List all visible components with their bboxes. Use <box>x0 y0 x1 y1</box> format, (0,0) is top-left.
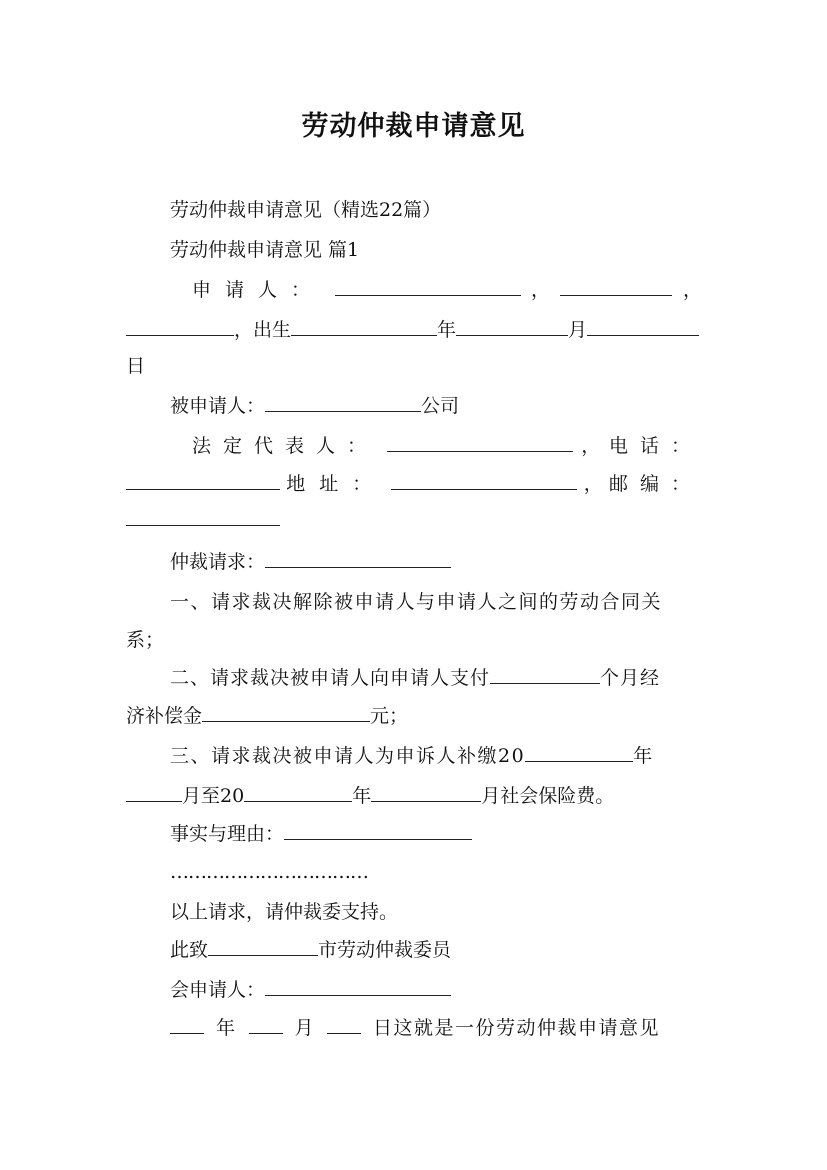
item-2-tail: 个月经 <box>600 667 661 689</box>
comma: ， <box>583 473 603 495</box>
date-day-blank <box>327 1016 361 1034</box>
birth-day-blank <box>587 318 699 336</box>
item-1: 一、请求裁决解除被申请人与申请人之间的劳动合同关 <box>170 591 663 613</box>
birth-month-blank <box>456 318 568 336</box>
date-line <box>170 1016 660 1040</box>
compensation-blank <box>202 704 370 722</box>
item-2 <box>170 666 660 690</box>
year-label: 年 <box>437 319 457 341</box>
postcode-line <box>126 508 280 532</box>
address-label: 地址： <box>286 473 386 495</box>
date-tail: 日这就是一份劳动仲裁申请意见 <box>373 1017 661 1039</box>
end-year-blank <box>244 784 352 802</box>
applicant-line <box>192 278 702 302</box>
applicant-name-blank <box>335 278 521 296</box>
respondent-label: 被申请人： <box>170 395 266 417</box>
item-2-cont <box>126 704 408 728</box>
subtitle: 劳动仲裁申请意见（精选22篇） <box>170 199 442 221</box>
applicant-gender-blank <box>560 278 672 296</box>
date-month-label: 月 <box>294 1017 316 1039</box>
facts-label: 事实与理由： <box>170 823 285 845</box>
item-1-cont: 系； <box>126 629 165 651</box>
respondent-blank <box>265 394 421 412</box>
applicant-label: 申请人： <box>192 279 325 301</box>
item-3 <box>170 744 654 768</box>
comma: ， <box>234 319 254 341</box>
comma: ， <box>581 435 601 457</box>
birth-line <box>126 318 699 342</box>
item-3-tail: 年 <box>633 745 654 767</box>
company-label: 公司 <box>421 395 460 417</box>
date-year-blank <box>170 1016 204 1034</box>
comma: ， <box>530 279 550 301</box>
addressee-line <box>170 938 451 962</box>
comma: ， <box>682 279 702 301</box>
date-year-label: 年 <box>216 1017 237 1039</box>
birth-year-blank <box>291 318 437 336</box>
ellipsis: …………………………… <box>170 861 368 883</box>
facts-line <box>170 822 472 846</box>
end-month-blank <box>371 784 481 802</box>
item-3-cont <box>126 784 614 808</box>
start-month-blank <box>126 784 182 802</box>
city-blank <box>208 938 318 956</box>
item-2-text: 二、请求裁决被申请人向申请人支付 <box>170 667 491 689</box>
legal-rep-label: 法定代表人： <box>192 435 379 457</box>
respondent-line <box>170 394 459 418</box>
postcode-blank <box>126 508 280 526</box>
month-label: 月 <box>568 319 588 341</box>
addressee-name: 市劳动仲裁委员 <box>318 939 452 961</box>
signature-blank <box>265 978 451 996</box>
phone-label: 电话： <box>608 435 702 457</box>
date-month-blank <box>249 1016 283 1034</box>
postcode-label: 邮编： <box>608 473 702 495</box>
facts-blank <box>284 822 472 840</box>
legal-rep-line <box>192 434 702 458</box>
start-year-blank <box>525 744 633 762</box>
day-label: 日 <box>126 355 146 377</box>
applicant-age-blank <box>126 318 234 336</box>
item-3-text: 三、请求裁决被申请人为申诉人补缴20 <box>170 745 526 767</box>
signature-label: 会申请人： <box>170 979 266 1001</box>
months-blank <box>490 666 600 684</box>
signature-line <box>170 978 451 1002</box>
addressee-to: 此致 <box>170 939 209 961</box>
phone-blank <box>126 472 280 490</box>
address-blank <box>391 472 577 490</box>
address-line <box>126 472 702 496</box>
page-title: 劳动仲裁申请意见 <box>301 111 526 142</box>
item-3-cont-3: 月社会保险费。 <box>481 785 615 807</box>
section-heading: 劳动仲裁申请意见 篇1 <box>170 239 360 261</box>
request-label: 仲裁请求： <box>170 551 266 573</box>
request-line <box>170 550 451 574</box>
item-2-cont-text: 济补偿金 <box>126 705 203 727</box>
born-label: 出生 <box>253 319 292 341</box>
item-3-cont-2: 年 <box>352 785 372 807</box>
request-blank <box>265 550 451 568</box>
item-3-cont-1: 月至20 <box>182 785 245 807</box>
support-line: 以上请求，请仲裁委支持。 <box>170 901 399 923</box>
item-2-cont-tail: 元； <box>370 705 409 727</box>
legal-rep-blank <box>387 434 573 452</box>
